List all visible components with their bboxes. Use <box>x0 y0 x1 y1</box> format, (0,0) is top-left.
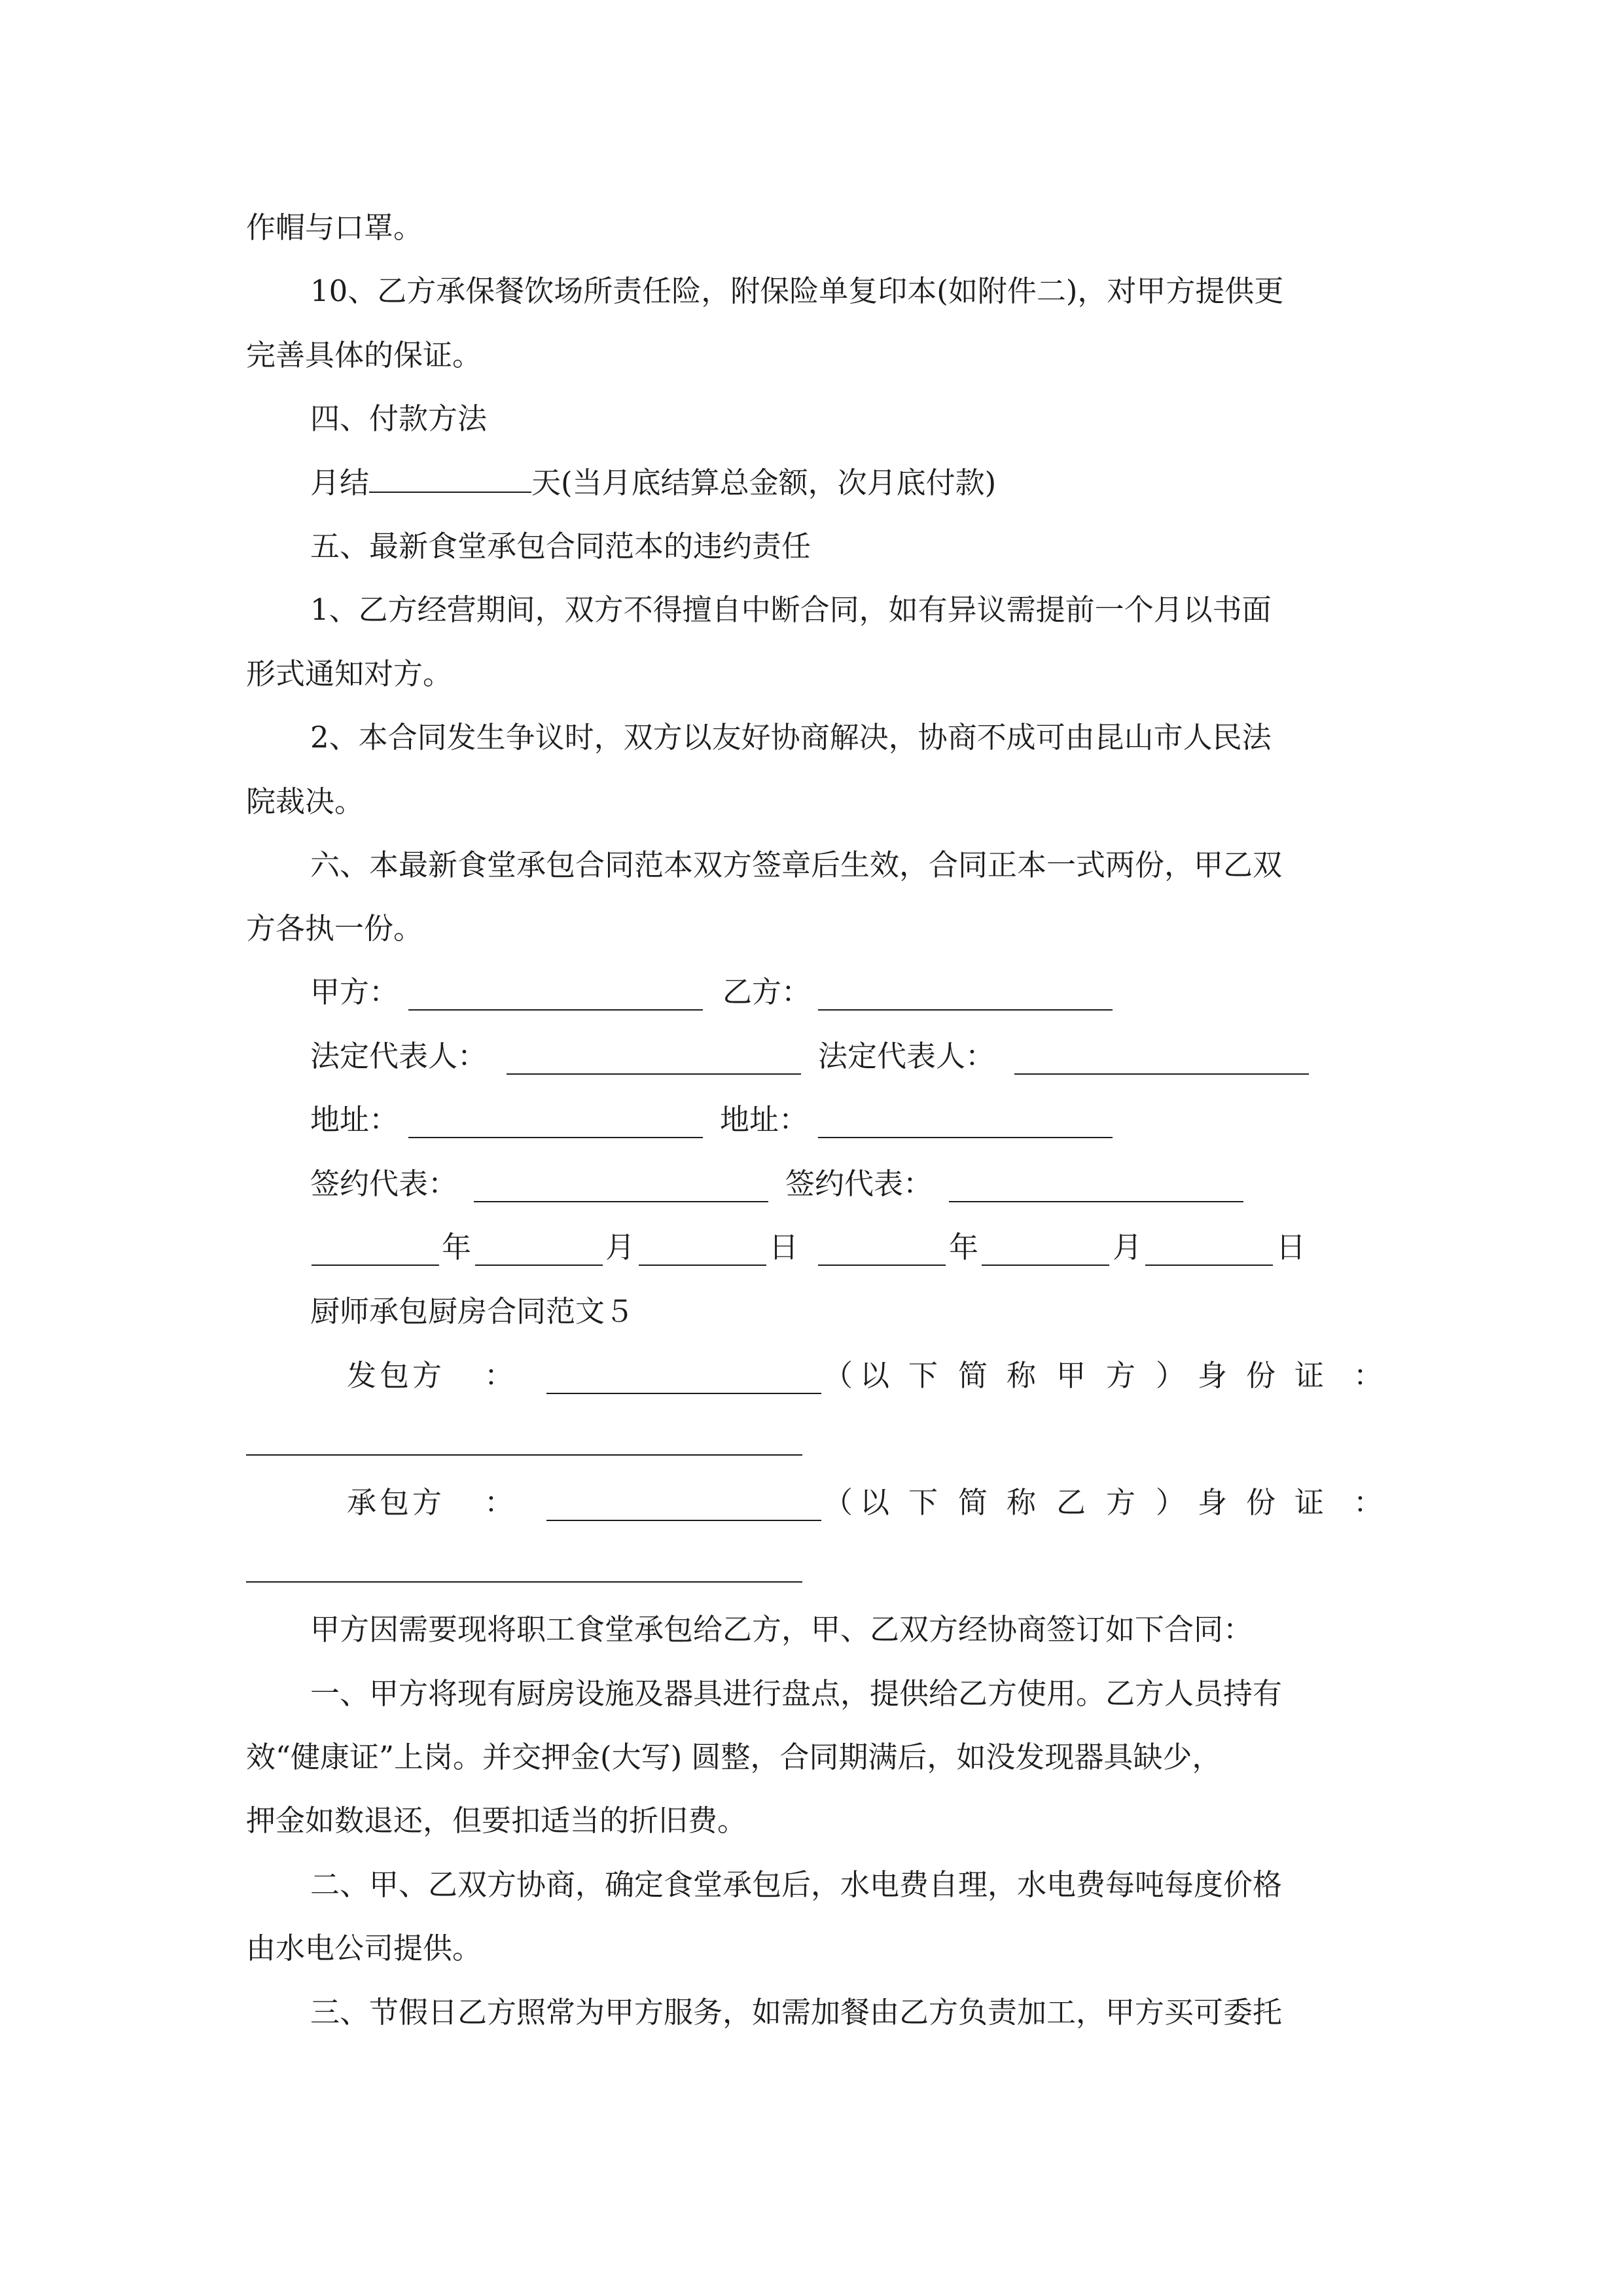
contractee-char: ） <box>1156 1485 1186 1520</box>
date-a-day-blank <box>639 1265 766 1266</box>
signer-b-blank <box>949 1201 1243 1202</box>
contractor-char: 证 <box>1294 1358 1325 1393</box>
contractor-name-blank <box>546 1393 821 1394</box>
contractor-char: （ <box>823 1358 853 1393</box>
paragraph-line: 院裁决。 <box>246 784 365 819</box>
contractor-char: 称 <box>1007 1358 1037 1393</box>
contractee-char: 方 <box>412 1485 442 1520</box>
body-intro: 甲方因需要现将职工食堂承包给乙方，甲、乙双方经协商签订如下合同： <box>310 1612 1253 1647</box>
party-a-blank <box>408 1009 703 1011</box>
contractee-char: 乙 <box>1056 1485 1086 1520</box>
legal-rep-b-blank <box>1014 1073 1309 1075</box>
contractor-char: ： <box>1353 1358 1383 1393</box>
date-a-year: 年 <box>442 1230 472 1265</box>
date-b-year-blank <box>818 1265 946 1266</box>
payment-line <box>310 463 996 503</box>
date-b-day: 日 <box>1276 1230 1306 1265</box>
contractor-line <box>0 1356 1623 1395</box>
contractor-char: 简 <box>958 1358 988 1393</box>
date-b-year: 年 <box>949 1230 979 1265</box>
date-a-month: 月 <box>605 1230 635 1265</box>
paragraph-line: 效“健康证”上岗。并交押金(大写) 圆整，合同期满后，如没发现器具缺少， <box>246 1740 1222 1774</box>
address-b-label: 地址： <box>720 1102 809 1137</box>
contractor-char: 包 <box>380 1358 410 1393</box>
party-a-label: 甲方： <box>310 975 399 1009</box>
signer-b-label: 签约代表： <box>785 1166 933 1201</box>
contractee-char: 身 <box>1198 1485 1228 1520</box>
party-b-label: 乙方： <box>722 975 812 1009</box>
signer-a-label: 签约代表： <box>310 1166 458 1201</box>
address-a-label: 地址： <box>310 1102 399 1137</box>
contractor-char: 下 <box>908 1358 938 1393</box>
payment-terms: 天(当月底结算总金额，次月底付款) <box>531 465 997 500</box>
contractor-char: ： <box>484 1358 514 1393</box>
payment-label: 月结 <box>310 465 370 500</box>
contractee-char: ： <box>1353 1485 1383 1520</box>
paragraph-line: 押金如数退还，但要扣适当的折旧费。 <box>246 1803 747 1838</box>
contractor-char: 发 <box>347 1358 377 1393</box>
contractor-char: 甲 <box>1056 1358 1086 1393</box>
body-clause-2: 二、甲、乙双方协商，确定食堂承包后，水电费自理，水电费每吨每度价格 <box>310 1867 1283 1902</box>
contractor-char: 份 <box>1246 1358 1276 1393</box>
section-heading: 四、付款方法 <box>310 401 488 436</box>
party-b-blank <box>818 1009 1113 1011</box>
contractor-id-blank <box>246 1454 802 1456</box>
contractee-char: 简 <box>958 1485 988 1520</box>
contractee-char: 份 <box>1246 1485 1276 1520</box>
contractee-char: 下 <box>908 1485 938 1520</box>
paragraph-line: 作帽与口罩。 <box>246 210 423 245</box>
legal-rep-b-label: 法定代表人： <box>818 1039 995 1073</box>
contractee-char: 以 <box>860 1485 890 1520</box>
contractee-char: 包 <box>380 1485 410 1520</box>
signer-a-blank <box>474 1201 768 1202</box>
clause-10: 10、乙方承保餐饮场所责任险，附保险单复印本(如附件二)，对甲方提供更 <box>310 274 1284 308</box>
clause-2: 2、本合同发生争议时，双方以友好协商解决，协商不成可由昆山市人民法 <box>310 720 1272 755</box>
section-heading: 五、最新食堂承包合同范本的违约责任 <box>310 529 812 564</box>
date-a-month-blank <box>475 1265 603 1266</box>
contractee-char: ： <box>484 1485 514 1520</box>
contractee-char: 方 <box>1106 1485 1136 1520</box>
date-a-day: 日 <box>769 1230 799 1265</box>
date-a-year-blank <box>312 1265 439 1266</box>
contractee-id-blank <box>246 1581 802 1583</box>
contractor-char: ） <box>1156 1358 1186 1393</box>
legal-rep-a-label: 法定代表人： <box>310 1039 488 1073</box>
date-b-month: 月 <box>1113 1230 1143 1265</box>
section-heading: 六、本最新食堂承包合同范本双方签章后生效，合同正本一式两份，甲乙双 <box>310 848 1283 882</box>
date-b-day-blank <box>1145 1265 1273 1266</box>
contractor-char: 身 <box>1198 1358 1228 1393</box>
legal-rep-a-blank <box>507 1073 801 1075</box>
paragraph-line: 由水电公司提供。 <box>246 1931 482 1965</box>
payment-days-blank <box>369 463 531 493</box>
address-a-blank <box>408 1137 703 1138</box>
contractee-line <box>0 1483 1623 1522</box>
paragraph-line: 方各执一份。 <box>246 911 423 946</box>
contractee-char: 称 <box>1007 1485 1037 1520</box>
paragraph-line: 完善具体的保证。 <box>246 338 482 372</box>
contractee-char: 证 <box>1294 1485 1325 1520</box>
section-title: 厨师承包厨房合同范文５ <box>310 1294 635 1329</box>
date-b-month-blank <box>982 1265 1109 1266</box>
contractee-name-blank <box>546 1520 821 1521</box>
contractor-char: 以 <box>860 1358 890 1393</box>
body-clause-3: 三、节假日乙方照常为甲方服务，如需加餐由乙方负责加工，甲方买可委托 <box>310 1995 1283 2030</box>
address-b-blank <box>818 1137 1113 1138</box>
contractor-char: 方 <box>412 1358 442 1393</box>
contractee-char: 承 <box>347 1485 377 1520</box>
contractor-char: 方 <box>1106 1358 1136 1393</box>
contractee-char: （ <box>823 1485 853 1520</box>
clause-1: 1、乙方经营期间，双方不得擅自中断合同，如有异议需提前一个月以书面 <box>310 592 1272 627</box>
paragraph-line: 形式通知对方。 <box>246 656 453 691</box>
body-clause-1: 一、甲方将现有厨房设施及器具进行盘点，提供给乙方使用。乙方人员持有 <box>310 1676 1283 1711</box>
